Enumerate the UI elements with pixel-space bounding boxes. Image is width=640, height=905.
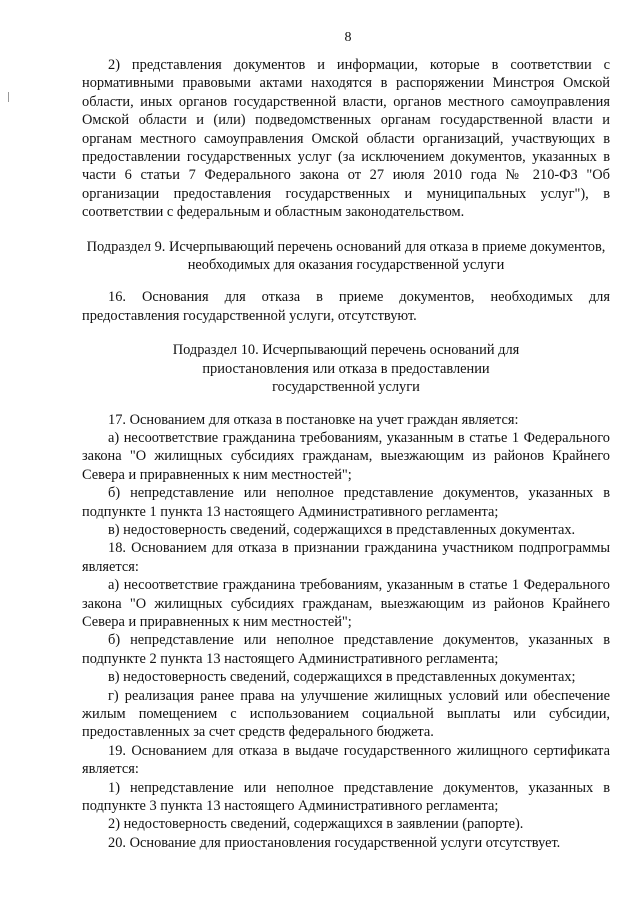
- paragraph-2-item: 2) представления документов и информации, которые в соответствии с нормативными правовыми актами находятся в распоряжении Минстроя Омской области, иных органов государственной власти, органов местного самоуправления Омской области и (или) подведомственных органам государственной власти и органам местного самоуправления Омской области организаций, участвующих в предоставлении государственных услуг (за исключением документов, указанных в части 6 статьи 7 Федерального закона от 27 июля 2010 года № 210-ФЗ "Об организации предоставления государственных и муниципальных услуг"), в соответствии с федеральным и областным законодательством.: [82, 57, 610, 221]
- paragraph-16: 16. Основания для отказа в приеме документов, необходимых для предоставления государственной услуги, отсутствуют.: [82, 289, 610, 324]
- paragraph-19-1: 1) непредставление или неполное представление документов, указанных в подпункте 3 пункта 13 настоящего Административного регламента;: [82, 779, 610, 815]
- paragraph-19: 19. Основанием для отказа в выдаче государственного жилищного сертификата является:: [82, 742, 610, 778]
- paragraph-18-a: а) несоответствие гражданина требованиям, указанным в статье 1 Федерального закона "О жилищных субсидиях гражданам, выезжающим из районов Крайнего Севера и приравненных к ним местностей";: [82, 577, 610, 630]
- paragraph-17-v: в) недостоверность сведений, содержащихся в представленных документах.: [108, 521, 576, 538]
- paragraph-17-a: а) несоответствие гражданина требованиям, указанным в статье 1 Федерального закона "О жилищных субсидиях гражданам, выезжающим из районов Крайнего Севера и приравненных к ним местностей";: [82, 429, 610, 483]
- margin-mark: [8, 92, 9, 102]
- paragraph-18-g: г) реализация ранее права на улучшение жилищных условий или обеспечение жилым помещением с использованием социальной выплаты или субсидии, предоставленных за счет средств федерального бюджета.: [82, 687, 610, 741]
- paragraph-18: 18. Основанием для отказа в признании гражданина участником подпрограммы является:: [82, 540, 610, 575]
- page-number: 8: [344, 30, 352, 45]
- paragraph-17-b: б) непредставление или неполное представление документов, указанных в подпункте 1 пункта 13 настоящего Административного регламента;: [82, 485, 610, 520]
- paragraph-17: 17. Основанием для отказа в постановке на учет граждан является:: [108, 411, 519, 428]
- paragraph-18-v: в) недостоверность сведений, содержащихся в представленных документах;: [108, 669, 576, 686]
- paragraph-18-b: б) непредставление или неполное представление документов, указанных в подпункте 2 пункта 13 настоящего Административного регламента;: [82, 632, 610, 667]
- paragraph-20: 20. Основание для приостановления государственной услуги отсутствует.: [108, 834, 561, 851]
- subsection-9-heading: Подраздел 9. Исчерпывающий перечень оснований для отказа в приеме документов, необходимых для оказания государственной услуги: [86, 238, 606, 274]
- subsection-10-heading: Подраздел 10. Исчерпывающий перечень оснований для приостановления или отказа в предоставлении государственной услуги: [172, 342, 520, 396]
- paragraph-19-2: 2) недостоверность сведений, содержащихся в заявлении (рапорте).: [108, 816, 524, 833]
